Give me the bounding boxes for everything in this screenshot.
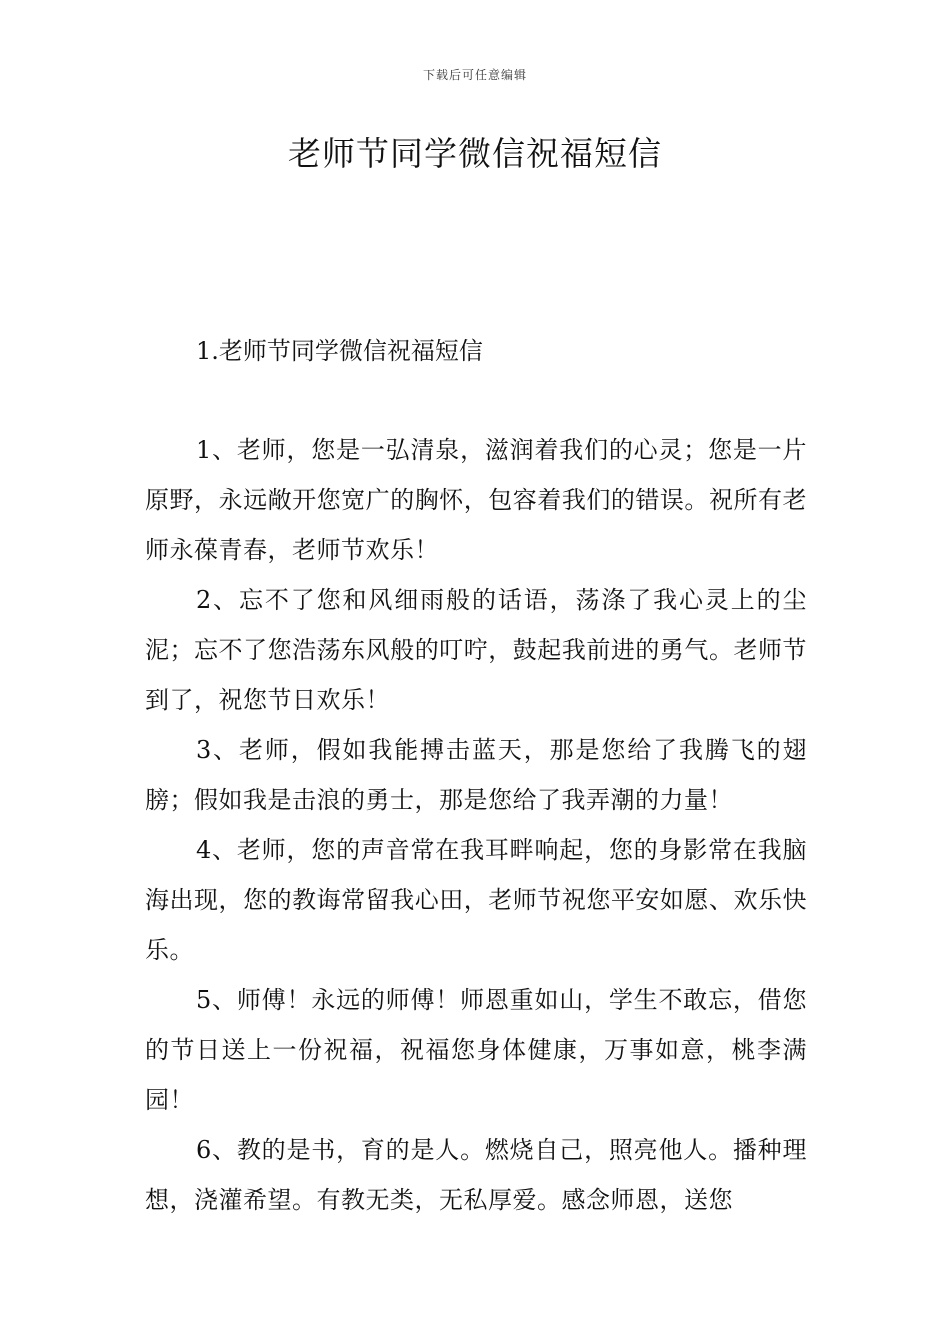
paragraph: 4、老师，您的声音常在我耳畔响起，您的身影常在我脑海出现，您的教诲常留我心田，老师节祝您平安如愿、欢乐快乐。 [145,836,807,964]
paragraph: 3、老师，假如我能搏击蓝天，那是您给了我腾飞的翅膀；假如我是击浪的勇士，那是您给了我弄潮的力量！ [145,736,807,814]
paragraph: 1、老师，您是一弘清泉，滋润着我们的心灵；您是一片原野，永远敞开您宽广的胸怀，包容着我们的错误。祝所有老师永葆青春，老师节欢乐！ [145,436,807,564]
header-note: 下载后可任意编辑 [422,68,527,82]
document-title: 老师节同学微信祝福短信 [288,134,662,173]
paragraph: 2、忘不了您和风细雨般的话语，荡涤了我心灵上的尘泥；忘不了您浩荡东风般的叮咛，鼓起我前进的勇气。老师节到了，祝您节日欢乐！ [145,586,807,714]
section-heading: 1.老师节同学微信祝福短信 [196,337,483,365]
document-body [145,425,807,1225]
paragraph: 5、师傅！永远的师傅！师恩重如山，学生不敢忘，借您的节日送上一份祝福，祝福您身体健康，万事如意，桃李满园！ [145,986,807,1114]
paragraph: 6、教的是书，育的是人。燃烧自己，照亮他人。播种理想，浇灌希望。有教无类，无私厚爱。感念师恩，送您 [145,1136,807,1214]
